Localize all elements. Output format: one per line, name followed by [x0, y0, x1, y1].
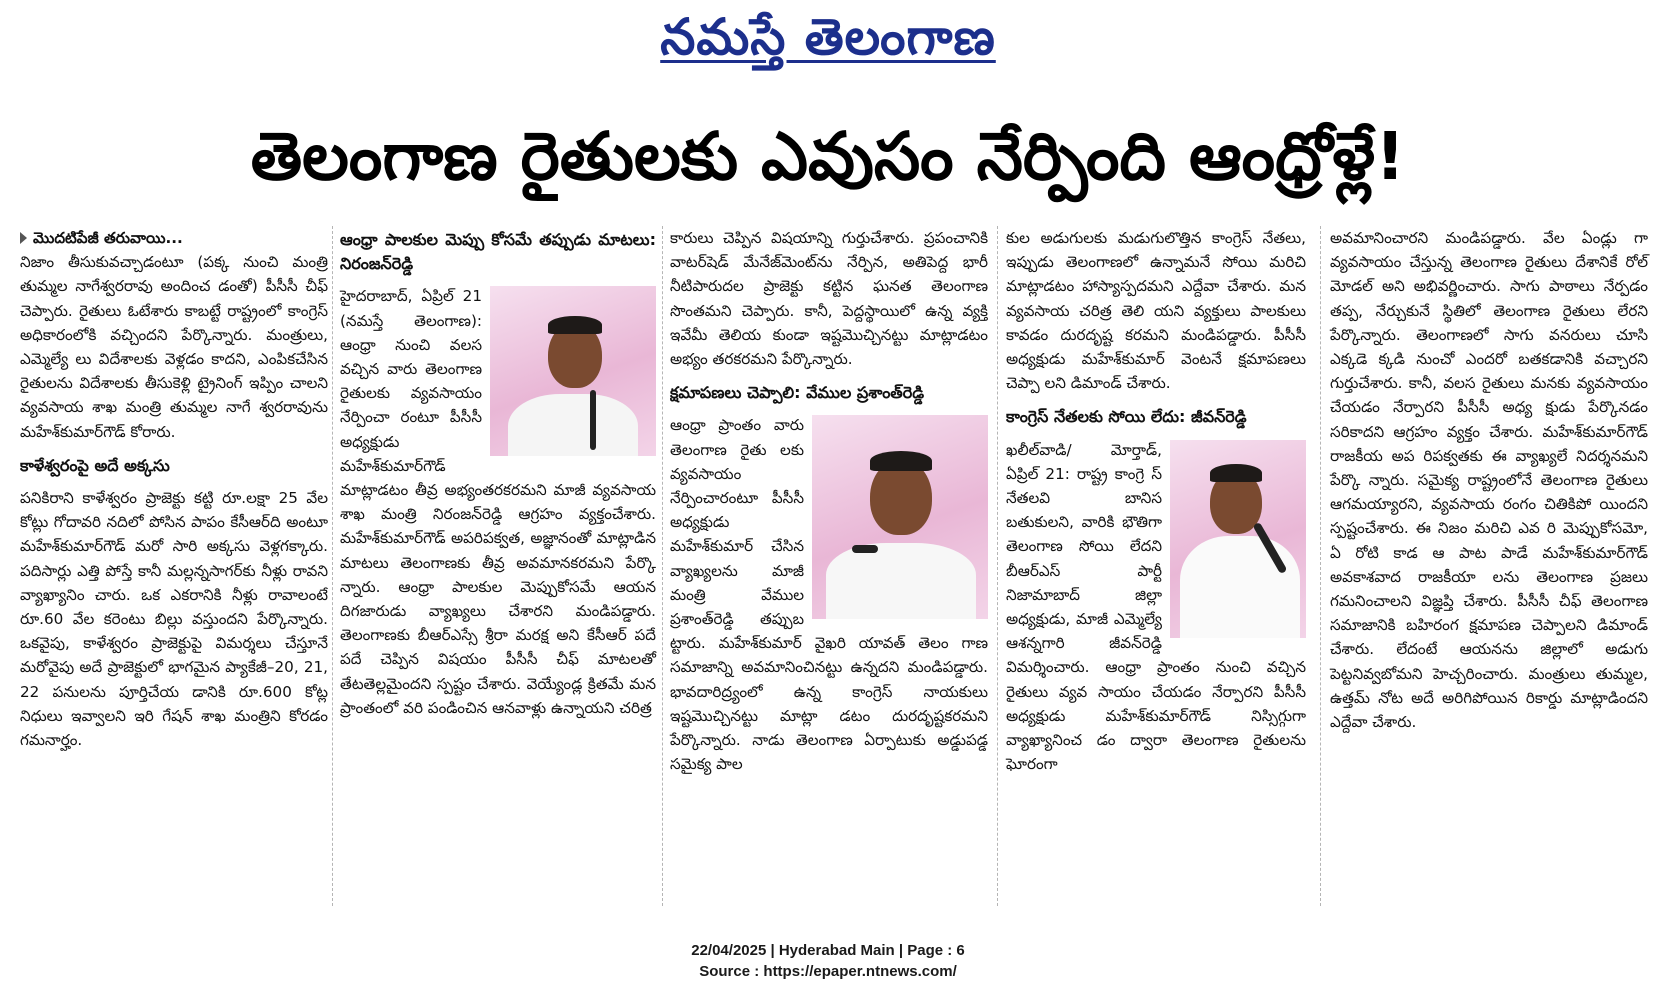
paragraph: నిజాం తీసుకువచ్చాడంటూ (పక్క నుంచి మంత్రి తుమ్మల నాగేశ్వరరావు అందించ డంతో) పీసీసీ చీఫ్ చెప్పారు. రైతులు ఓటేశారు కాబట్టే రాష్ట్రంలో కాంగ్రెస్ అధికారంలోకి వచ్చిందని పేర్కొన్నారు. మంత్రులు, ఎమ్మెల్యే లు విదేశాలకు వెళ్లడం కాదని, ఎంపికచేసిన రైతులను విదేశాలకు తీసుకెళ్లి ట్రైనింగ్ ఇప్పిం చాలని వ్యవసాయ శాఖ మంత్రి తుమ్మల నాగే శ్వరరావును మహేశ్‌కుమార్‌గౌడ్ కోరారు. [20, 253, 328, 441]
photo-hair [548, 316, 602, 334]
photo-body [508, 394, 638, 456]
continued-text: మొదటిపేజీ తరువాయి... [33, 229, 183, 247]
continued-label [20, 226, 328, 250]
chevron-right-icon [20, 232, 27, 244]
column-divider [662, 226, 663, 906]
subheading: కాళేశ్వరంపై అదే అక్కసు [20, 455, 170, 475]
photo-hair [1210, 464, 1262, 482]
photo-body [1180, 536, 1300, 638]
column-divider [332, 226, 333, 906]
photo-niranjan-reddy [490, 286, 656, 456]
article-column-4 [1006, 226, 1306, 776]
paragraph: హైదరాబాద్, ఏప్రిల్ 21 (నమస్తే తెలంగాణ): ఆంధ్రా నుంచి వలస వచ్చిన వారు తెలంగాణ రైతులకు వ్యవసాయం నేర్పించా రంటూ పీసీసీ అధ్యక్షుడు మహేశ్‌కుమార్‌గౌడ్ మాట్లాడటం తీవ్ర అభ్యంతరకరమని మాజీ వ్యవసాయ శాఖ మంత్రి నిరంజన్‌రెడ్డి ఆగ్రహం వ్యక్తంచేశారు. మహేశ్‌కుమార్‌గౌడ్ అపరిపక్వత, అజ్ఞానంతో మాట్లాడిన మాటలు తెలంగాణకు తీవ్ర అవమానకరమని పేర్కొ న్నారు. ఆంధ్రా పాలకుల మెప్పుకోసమే ఆయన దిగజారుడు వ్యాఖ్యలు చేశారని మండిపడ్డారు. తెలంగాణకు బీఆర్‌ఎస్సే శ్రీరా మరక్ష అని కేసీఆర్ పదే పదే చెప్పిన విషయం పీసీసీ చీఫ్ మాటలతో తేటతెల్లమైందని స్పష్టం చేశారు. వెయ్యేండ్ల క్రితమే మన ప్రాంతంలో వరి పండించిన ఆనవాళ్లు ఉన్నాయని చరిత్ర [340, 287, 656, 717]
photo-jeevan-reddy [1170, 440, 1306, 638]
paragraph: పనికిరాని కాళేశ్వరం ప్రాజెక్టు కట్టి రూ.లక్షా 25 వేల కోట్లు గోదావరి నదిలో పోసిన పాపం కేసీఆర్‌ది అంటూ మహేశ్‌కుమార్‌గౌడ్ మరో సారి అక్కసు వెళ్లగక్కారు. పదిసార్లు ఎత్తి పోస్తే కానీ మల్లన్నసాగర్‌కు నీళ్లు రావని వ్యాఖ్యానిం చారు. ఒక ఎకరానికి నీళ్లు రావాలంటే రూ.60 వేల కరెంటు బిల్లు వస్తుందని పేర్కొన్నారు. ఒకవైపు, కాళేశ్వరం ప్రాజెక్టుపై విమర్శలు చేస్తూనే మరోవైపు అదే ప్రాజెక్టులో భాగమైన ప్యాకేజీ–20, 21, 22 పనులను పూర్తిచేయ డానికి రూ.600 కోట్ల నిధులు ఇవ్వాలని ఇరి గేషన్ శాఖ మంత్రిని కోరడం గమనార్హం. [20, 489, 328, 750]
photo-body [826, 543, 976, 619]
subheading: క్షమాపణలు చెప్పాలి: వేముల ప్రశాంత్‌రెడ్డి [670, 383, 925, 403]
masthead [0, 8, 1656, 79]
paragraph: కుల అడుగులకు మడుగులొత్తిన కాంగ్రెస్ నేతలు, ఇప్పుడు తెలంగాణలో ఉన్నామనే సోయి మరిచి మాట్లాడటం హాస్యాస్పదమని ఎద్దేవా చేశారు. మన వ్యవసాయ చరిత్ర తెలి యని వ్యక్తులు పాలకులు కావడం దురదృష్ట కరమని మండిపడ్డారు. పీసీసీ అధ్యక్షుడు మహేశ్‌కుమార్ వెంటనే క్షమాపణలు చెప్పా లని డిమాండ్ చేశారు. [1006, 229, 1306, 393]
column-divider [1320, 226, 1321, 906]
footer [0, 940, 1656, 982]
article-column-2 [340, 226, 656, 720]
paragraph: అవమానించారని మండిపడ్డారు. వేల ఏండ్లు గా వ్యవసాయం చేస్తున్న తెలంగాణ రైతులు దేశానికే రోల్ మోడల్ అని అభివర్ణించారు. సాగు పాఠాలు నేర్పడం తప్ప, నేర్చుకునే స్థితిలో తెలంగాణ రైతులు లేరని పేర్కొన్నారు. తెలంగాణలో సాగు వనరులు చూసి ఎక్కడె క్కడి నుంచో ఎందరో బతకడానికి వచ్చారని గుర్తుచేశారు. కానీ, వలస రైతులు మనకు వ్యవసాయం చేయడం నేర్పారని పీసీసీ అధ్య క్షుడు పేర్కొనడం సరికాదని ఆగ్రహం వ్యక్తం చేశారు. మహేశ్‌కుమార్‌గౌడ్ రాజకీయ అప రిపక్వతకు ఈ వ్యాఖ్యలే నిదర్శనమని పేర్కొ న్నారు. సమైక్య రాష్ట్రంలోనే తెలంగాణ రైతులు ఆగమయ్యారని, వ్యవసాయ రంగం చితికిపో యిందని స్పష్టంచేశారు. ఈ నిజం మరిచి ఎవ రి మెప్పుకోసమో, ఏ రోటి కాడ ఆ పాట పాడే మహేశ్‌కుమార్‌గౌడ్ అవకాశవాద రాజకీయా లను తెలంగాణ ప్రజలు గమనించాలని విజ్ఞప్తి చేశారు. పీసీసీ చీఫ్ తెలంగాణ సమాజానికి బహిరంగ క్షమాపణ చెప్పాలని డిమాండ్ చేశారు. లేదంటే ఆయనను జిల్లాలో అడుగు పెట్టనివ్వబోమని హెచ్చరించారు. మంత్రులు తుమ్మల, ఉత్తమ్ నోట అదే అరిగిపోయిన రికార్డు మాట్లాడిందని ఎద్దేవా చేశారు. [1330, 229, 1648, 732]
subheading: కాంగ్రెస్ నేతలకు సోయి లేదు: జీవన్‌రెడ్డి [1006, 407, 1247, 427]
footer-date-edition: 22/04/2025 | Hyderabad Main | Page : 6 [691, 942, 965, 959]
article-column-1 [20, 226, 328, 752]
photo-hair [870, 451, 932, 471]
article-column-5 [1330, 226, 1648, 734]
paragraph: ఆంధ్రా ప్రాంతం వారు తెలంగాణ రైతు లకు వ్యవసాయం నేర్పించారంటూ పీసీసీ అధ్యక్షుడు మహేశ్‌కుమార్ చేసిన వ్యాఖ్యలను మాజీ మంత్రి వేముల ప్రశాంత్‌రెడ్డి తప్పుబ ట్టారు. మహేశ్‌కుమార్ వైఖరి యావత్ తెలం గాణ సమాజాన్ని అవమానించినట్టు ఉన్నదని మండిపడ్డారు. భావదారిద్ర్యంలో ఉన్న కాంగ్రెస్ నాయకులు ఇష్టమొచ్చినట్టు మాట్లా డటం దురదృష్టకరమని పేర్కొన్నారు. నాడు తెలంగాణ ఏర్పాటుకు అడ్డుపడ్డ సమైక్య పాల [670, 416, 988, 774]
footer-source: Source : https://epaper.ntnews.com/ [699, 963, 957, 980]
paragraph: ఖలీల్‌వాడి/ మోర్తాడ్, ఏప్రిల్ 21: రాష్ట్ర కాంగ్రె స్ నేతలవి బానిస బతుకులని, వారికి భౌతిగా తెలంగాణ సోయి లేదని బీఆర్‌ఎస్ పార్టీ నిజామాబాద్ జిల్లా అధ్యక్షుడు, మాజీ ఎమ్మెల్యే ఆశన్నగారి జీవన్‌రెడ్డి విమర్శించారు. ఆంధ్రా ప్రాంతం నుంచి వచ్చిన రైతులు వ్యవ సాయం చేయడం నేర్పారని పీసీసీ అధ్యక్షుడు మహేశ్‌కుమార్‌గౌడ్ నిస్సిగ్గుగా వ్యాఖ్యానించ డం ద్వారా తెలంగాణ రైతులను ఘోరంగా [1006, 440, 1306, 774]
headline: తెలంగాణ రైతులకు ఎవుసం నేర్పింది ఆంధ్రోళ్లే! [250, 118, 1406, 195]
microphone-icon [852, 545, 878, 553]
masthead-logo: నమస్తే తెలంగాణ [660, 8, 996, 66]
subheading: ఆంధ్రా పాలకుల మెప్పు కోసమే తప్పుడు మాటలు: నిరంజన్‌రెడ్డి [340, 230, 656, 274]
microphone-icon [590, 390, 596, 450]
photo-prashanth-reddy [812, 415, 988, 619]
article-column-3 [670, 226, 988, 776]
column-divider [997, 226, 998, 906]
paragraph: కారులు చెప్పిన విషయాన్ని గుర్తుచేశారు. ప్రపంచానికి వాటర్‌షెడ్ మేనేజ్‌మెంట్‌ను నేర్పిన, అతిపెద్ద భారీ నీటిపారుదల ప్రాజెక్టు కట్టిన ఘనత తెలంగాణ సొంతమని చెప్పారు. కానీ, పెద్దస్థాయిలో ఉన్న వ్యక్తి ఇవేమీ తెలియ కుండా ఇష్టమొచ్చినట్టు మాట్లాడటం అభ్యం తరకరమని పేర్కొన్నారు. [670, 229, 988, 369]
